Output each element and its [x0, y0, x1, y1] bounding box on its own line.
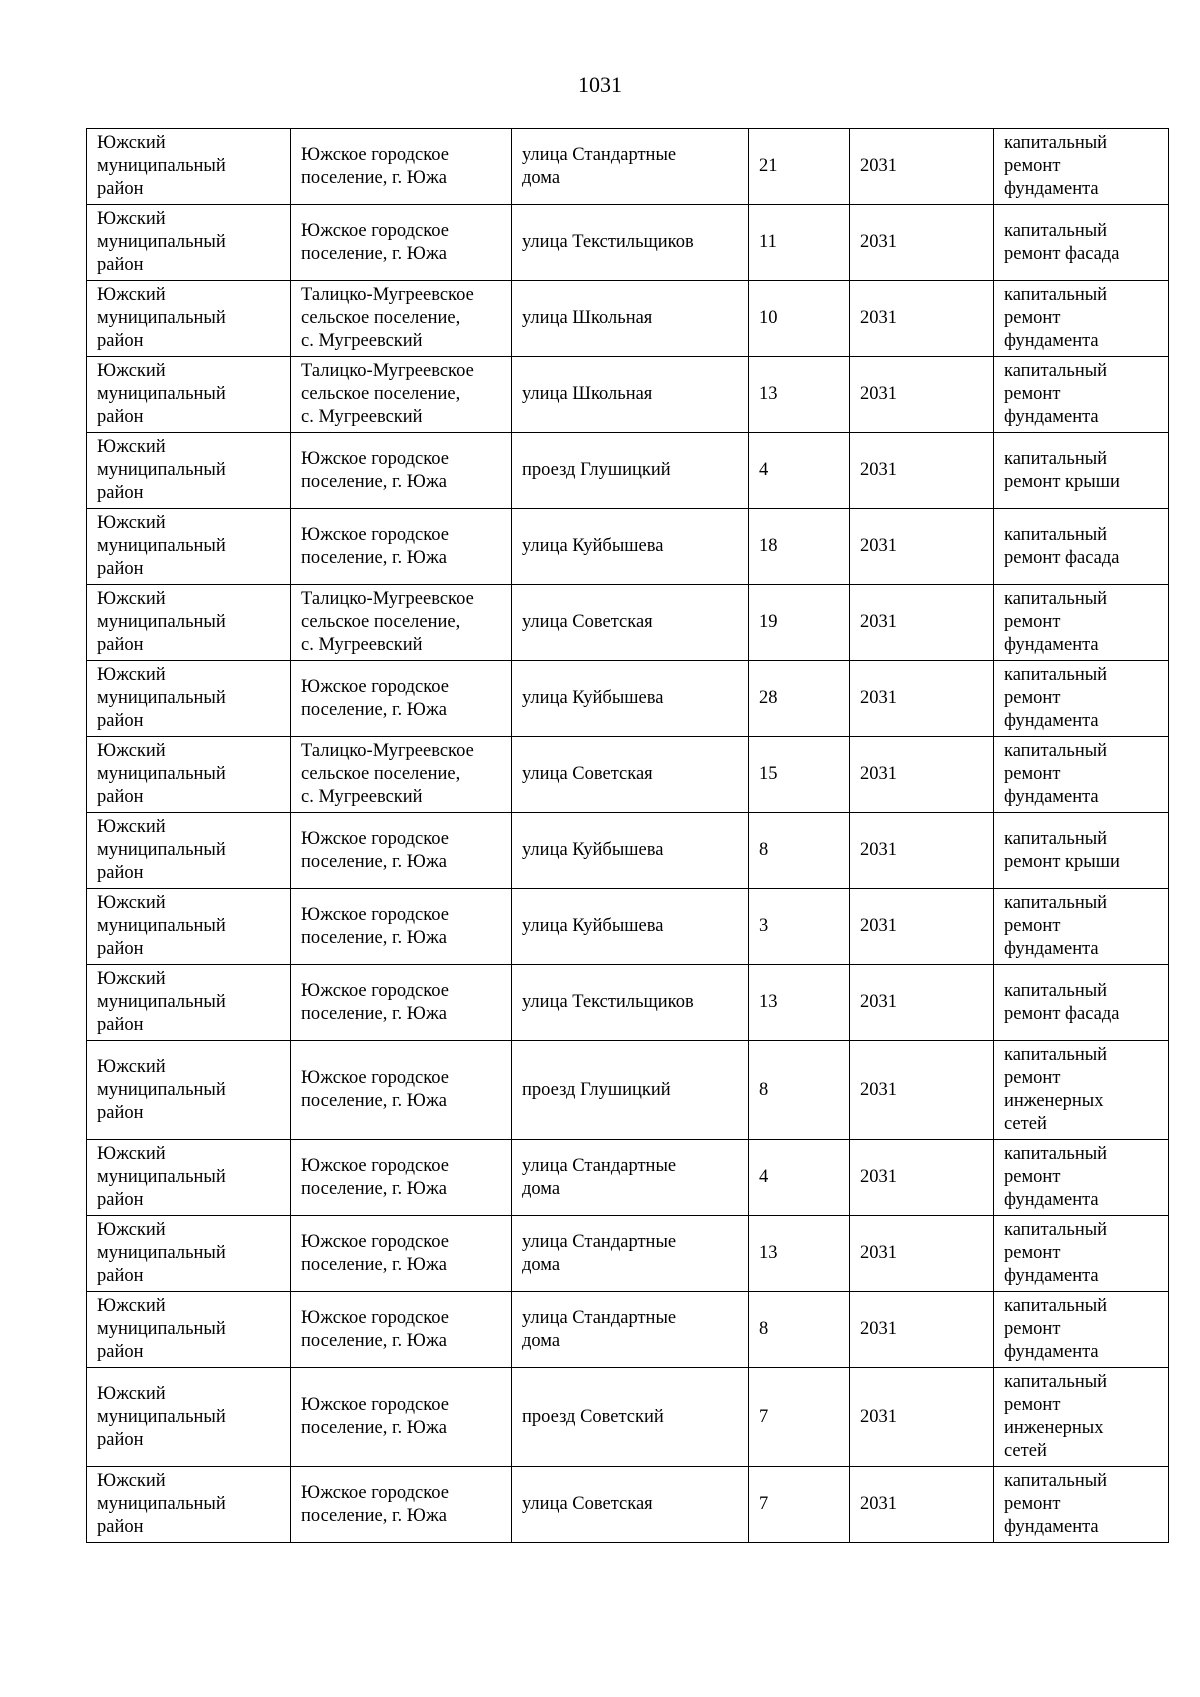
year-cell: 2031	[850, 737, 994, 813]
work-type-cell: капитальный ремонт фундамента	[994, 1216, 1169, 1292]
street-cell: улица Куйбышева	[512, 813, 749, 889]
street-cell: улица Куйбышева	[512, 889, 749, 965]
settlement-cell: Южское городское поселение, г. Южа	[291, 889, 512, 965]
street-cell: улица Стандартные дома	[512, 1140, 749, 1216]
year-cell: 2031	[850, 1368, 994, 1467]
street-cell: улица Советская	[512, 585, 749, 661]
table-row	[87, 661, 1169, 737]
year-cell: 2031	[850, 1216, 994, 1292]
street-cell: улица Стандартные дома	[512, 129, 749, 205]
table-row	[87, 281, 1169, 357]
year-cell: 2031	[850, 813, 994, 889]
settlement-cell: Южское городское поселение, г. Южа	[291, 1292, 512, 1368]
table-row	[87, 205, 1169, 281]
year-cell: 2031	[850, 1041, 994, 1140]
district-cell: Южский муниципальный район	[87, 129, 291, 205]
work-type-cell: капитальный ремонт фундамента	[994, 129, 1169, 205]
district-cell: Южский муниципальный район	[87, 1140, 291, 1216]
table-row	[87, 433, 1169, 509]
district-cell: Южский муниципальный район	[87, 509, 291, 585]
district-cell: Южский муниципальный район	[87, 585, 291, 661]
street-cell: улица Текстильщиков	[512, 205, 749, 281]
district-cell: Южский муниципальный район	[87, 1216, 291, 1292]
work-type-cell: капитальный ремонт фундамента	[994, 585, 1169, 661]
year-cell: 2031	[850, 433, 994, 509]
year-cell: 2031	[850, 661, 994, 737]
settlement-cell: Южское городское поселение, г. Южа	[291, 1368, 512, 1467]
street-cell: улица Куйбышева	[512, 661, 749, 737]
table-row	[87, 1467, 1169, 1543]
house-number-cell: 3	[749, 889, 850, 965]
table-row	[87, 509, 1169, 585]
district-cell: Южский муниципальный район	[87, 965, 291, 1041]
year-cell: 2031	[850, 509, 994, 585]
settlement-cell: Южское городское поселение, г. Южа	[291, 965, 512, 1041]
year-cell: 2031	[850, 1140, 994, 1216]
settlement-cell: Талицко-Мугреевское сельское поселение, с. Мугреевский	[291, 357, 512, 433]
work-type-cell: капитальный ремонт фундамента	[994, 889, 1169, 965]
work-type-cell: капитальный ремонт фундамента	[994, 357, 1169, 433]
house-number-cell: 13	[749, 1216, 850, 1292]
house-number-cell: 11	[749, 205, 850, 281]
year-cell: 2031	[850, 965, 994, 1041]
district-cell: Южский муниципальный район	[87, 1368, 291, 1467]
table-row	[87, 1216, 1169, 1292]
table-row	[87, 585, 1169, 661]
street-cell: проезд Советский	[512, 1368, 749, 1467]
work-type-cell: капитальный ремонт инженерных сетей	[994, 1368, 1169, 1467]
street-cell: улица Текстильщиков	[512, 965, 749, 1041]
street-cell: улица Советская	[512, 737, 749, 813]
house-number-cell: 7	[749, 1368, 850, 1467]
work-type-cell: капитальный ремонт фундамента	[994, 737, 1169, 813]
settlement-cell: Южское городское поселение, г. Южа	[291, 1467, 512, 1543]
street-cell: проезд Глушицкий	[512, 433, 749, 509]
settlement-cell: Южское городское поселение, г. Южа	[291, 813, 512, 889]
house-number-cell: 10	[749, 281, 850, 357]
house-number-cell: 21	[749, 129, 850, 205]
work-type-cell: капитальный ремонт крыши	[994, 433, 1169, 509]
year-cell: 2031	[850, 281, 994, 357]
repair-schedule-table	[86, 128, 1169, 1543]
district-cell: Южский муниципальный район	[87, 661, 291, 737]
table-row	[87, 1041, 1169, 1140]
year-cell: 2031	[850, 585, 994, 661]
table-row	[87, 129, 1169, 205]
year-cell: 2031	[850, 1292, 994, 1368]
work-type-cell: капитальный ремонт фундамента	[994, 1292, 1169, 1368]
settlement-cell: Талицко-Мугреевское сельское поселение, с. Мугреевский	[291, 737, 512, 813]
district-cell: Южский муниципальный район	[87, 1292, 291, 1368]
district-cell: Южский муниципальный район	[87, 281, 291, 357]
settlement-cell: Южское городское поселение, г. Южа	[291, 509, 512, 585]
street-cell: улица Стандартные дома	[512, 1292, 749, 1368]
year-cell: 2031	[850, 205, 994, 281]
work-type-cell: капитальный ремонт фасада	[994, 965, 1169, 1041]
year-cell: 2031	[850, 129, 994, 205]
house-number-cell: 18	[749, 509, 850, 585]
page-number: 1031	[578, 72, 622, 97]
year-cell: 2031	[850, 1467, 994, 1543]
settlement-cell: Южское городское поселение, г. Южа	[291, 1041, 512, 1140]
table-row	[87, 1140, 1169, 1216]
district-cell: Южский муниципальный район	[87, 433, 291, 509]
work-type-cell: капитальный ремонт фасада	[994, 509, 1169, 585]
house-number-cell: 28	[749, 661, 850, 737]
house-number-cell: 8	[749, 1292, 850, 1368]
house-number-cell: 4	[749, 1140, 850, 1216]
settlement-cell: Южское городское поселение, г. Южа	[291, 661, 512, 737]
street-cell: улица Школьная	[512, 281, 749, 357]
house-number-cell: 8	[749, 813, 850, 889]
work-type-cell: капитальный ремонт фундамента	[994, 281, 1169, 357]
district-cell: Южский муниципальный район	[87, 737, 291, 813]
street-cell: улица Школьная	[512, 357, 749, 433]
district-cell: Южский муниципальный район	[87, 1467, 291, 1543]
work-type-cell: капитальный ремонт крыши	[994, 813, 1169, 889]
street-cell: улица Куйбышева	[512, 509, 749, 585]
work-type-cell: капитальный ремонт инженерных сетей	[994, 1041, 1169, 1140]
house-number-cell: 8	[749, 1041, 850, 1140]
settlement-cell: Южское городское поселение, г. Южа	[291, 1216, 512, 1292]
settlement-cell: Южское городское поселение, г. Южа	[291, 129, 512, 205]
work-type-cell: капитальный ремонт фундамента	[994, 1140, 1169, 1216]
house-number-cell: 15	[749, 737, 850, 813]
street-cell: улица Советская	[512, 1467, 749, 1543]
district-cell: Южский муниципальный район	[87, 1041, 291, 1140]
year-cell: 2031	[850, 889, 994, 965]
work-type-cell: капитальный ремонт фасада	[994, 205, 1169, 281]
table-row	[87, 813, 1169, 889]
settlement-cell: Южское городское поселение, г. Южа	[291, 205, 512, 281]
settlement-cell: Талицко-Мугреевское сельское поселение, с. Мугреевский	[291, 281, 512, 357]
house-number-cell: 7	[749, 1467, 850, 1543]
house-number-cell: 19	[749, 585, 850, 661]
settlement-cell: Южское городское поселение, г. Южа	[291, 1140, 512, 1216]
house-number-cell: 13	[749, 965, 850, 1041]
table-row	[87, 737, 1169, 813]
district-cell: Южский муниципальный район	[87, 205, 291, 281]
table-row	[87, 889, 1169, 965]
district-cell: Южский муниципальный район	[87, 889, 291, 965]
work-type-cell: капитальный ремонт фундамента	[994, 661, 1169, 737]
street-cell: улица Стандартные дома	[512, 1216, 749, 1292]
district-cell: Южский муниципальный район	[87, 357, 291, 433]
table-row	[87, 1368, 1169, 1467]
district-cell: Южский муниципальный район	[87, 813, 291, 889]
table-row	[87, 965, 1169, 1041]
house-number-cell: 13	[749, 357, 850, 433]
table-row	[87, 357, 1169, 433]
house-number-cell: 4	[749, 433, 850, 509]
settlement-cell: Южское городское поселение, г. Южа	[291, 433, 512, 509]
work-type-cell: капитальный ремонт фундамента	[994, 1467, 1169, 1543]
table-row	[87, 1292, 1169, 1368]
street-cell: проезд Глушицкий	[512, 1041, 749, 1140]
settlement-cell: Талицко-Мугреевское сельское поселение, с. Мугреевский	[291, 585, 512, 661]
year-cell: 2031	[850, 357, 994, 433]
